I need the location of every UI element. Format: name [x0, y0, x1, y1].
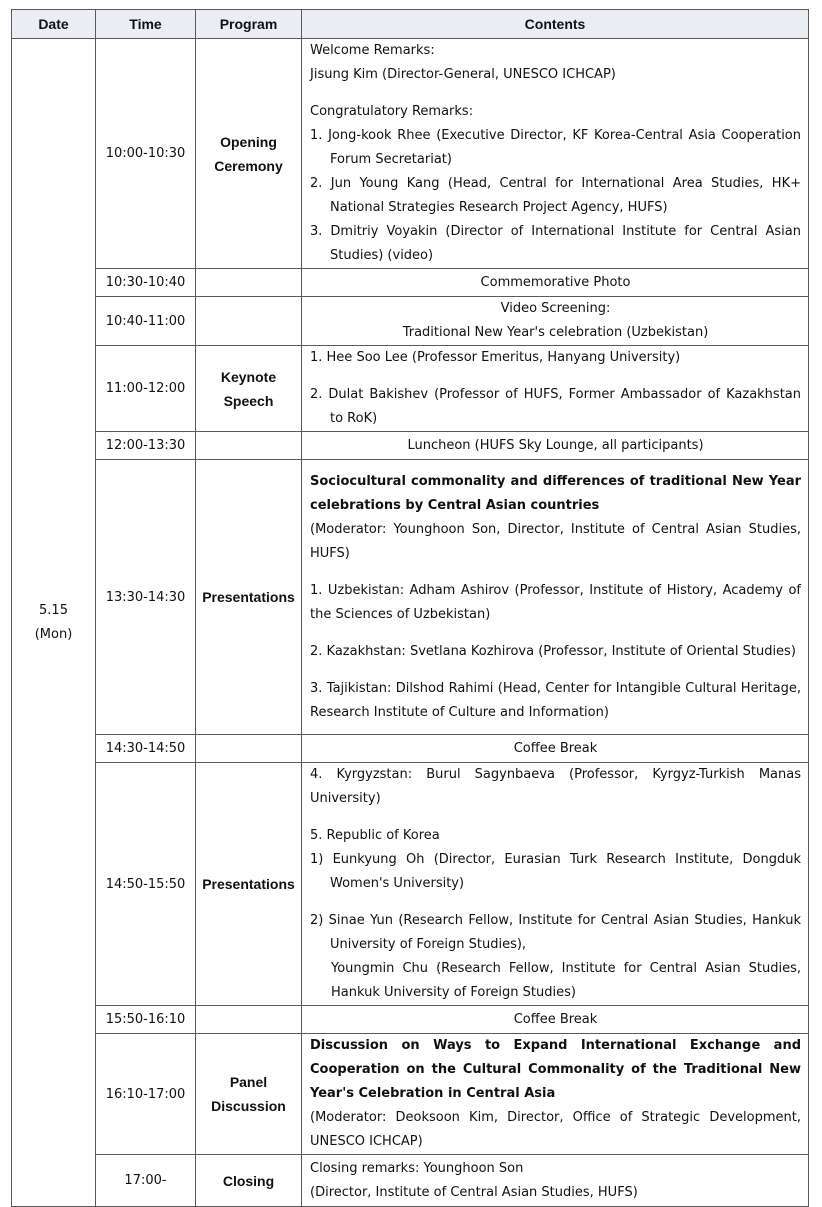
contents-cell: Coffee Break	[302, 1006, 809, 1034]
program-line: Opening	[220, 133, 277, 150]
program-cell	[196, 346, 302, 432]
time-cell: 13:30-14:30	[96, 460, 196, 735]
table-row	[12, 39, 809, 269]
time-cell: 10:40-11:00	[96, 297, 196, 346]
program-cell	[196, 460, 302, 735]
program-line: Discussion	[211, 1098, 286, 1114]
header-time: Time	[96, 10, 196, 39]
welcome-heading: Welcome Remarks:	[310, 43, 435, 58]
contents-cell: Commemorative Photo	[302, 269, 809, 297]
content-line: (Director, Institute of Central Asian Studies, HUFS)	[310, 1184, 638, 1200]
list-item: 5. Republic of Korea	[310, 828, 440, 843]
date-day: 5.15	[39, 602, 68, 618]
time-cell: 10:00-10:30	[96, 39, 196, 269]
program-cell	[196, 763, 302, 1006]
time-cell: 14:50-15:50	[96, 763, 196, 1006]
session-title: Discussion on Ways to Expand International Exchange and Cooperation on the Cultural Commonality of the Traditional New Year's Celebration in Central Asia	[310, 1038, 801, 1101]
program-cell	[196, 432, 302, 460]
table-row	[12, 269, 809, 297]
list-item: 1) Eunkyung Oh (Director, Eurasian Turk Research Institute, Dongduk Women's University)	[310, 852, 801, 891]
time-cell: 15:50-16:10	[96, 1006, 196, 1034]
header-program: Program	[196, 10, 302, 39]
table-row	[12, 735, 809, 763]
header-contents: Contents	[302, 10, 809, 39]
table-row	[12, 1006, 809, 1034]
list-item: 1. Jong-kook Rhee (Executive Director, KF Korea-Central Asia Cooperation Forum Secretariat)	[310, 128, 801, 167]
congrats-heading: Congratulatory Remarks:	[310, 104, 474, 119]
list-item: 3. Tajikistan: Dilshod Rahimi (Head, Center for Intangible Cultural Heritage, Research Institute of Culture and Information)	[310, 680, 801, 720]
list-item: 3. Dmitriy Voyakin (Director of International Institute for Central Asian Studies) (video)	[310, 224, 801, 263]
table-row	[12, 763, 809, 1006]
program-cell	[196, 1006, 302, 1034]
table-row	[12, 1155, 809, 1207]
list-item: 2. Dulat Bakishev (Professor of HUFS, Former Ambassador of Kazakhstan to RoK)	[310, 387, 801, 426]
list-item: 2. Jun Young Kang (Head, Central for International Area Studies, HK+ National Strategies Research Project Agency, HUFS)	[310, 176, 801, 215]
list-item: 1. Uzbekistan: Adham Ashirov (Professor, Institute of History, Academy of the Sciences of Uzbekistan)	[310, 582, 801, 622]
program-cell	[196, 39, 302, 269]
moderator: (Moderator: Younghoon Son, Director, Institute of Central Asian Studies, HUFS)	[310, 521, 801, 561]
content-line: Traditional New Year's celebration (Uzbekistan)	[402, 325, 709, 340]
list-item: 1. Hee Soo Lee (Professor Emeritus, Hanyang University)	[310, 350, 681, 365]
program-line: Panel	[229, 1074, 268, 1090]
program-cell	[196, 735, 302, 763]
contents-cell	[302, 39, 809, 269]
table-row	[12, 346, 809, 432]
welcome-speaker: Jisung Kim (Director-General, UNESCO ICHCAP)	[310, 67, 616, 82]
contents-cell	[302, 346, 809, 432]
list-item: 2) Sinae Yun (Research Fellow, Institute for Central Asian Studies, Hankuk University of Foreign Studies),	[310, 913, 801, 952]
contents-cell	[302, 1155, 809, 1207]
program-line: Presentations	[202, 589, 295, 605]
date-weekday: (Mon)	[34, 626, 73, 642]
program-line: Ceremony	[214, 157, 283, 174]
program-cell	[196, 1034, 302, 1155]
contents-cell	[302, 763, 809, 1006]
time-cell: 11:00-12:00	[96, 346, 196, 432]
program-line: Keynote	[220, 368, 277, 385]
program-line: Speech	[223, 392, 274, 409]
contents-cell	[302, 1034, 809, 1155]
program-cell	[196, 297, 302, 346]
content-line: Video Screening:	[500, 301, 611, 316]
time-cell: 12:00-13:30	[96, 432, 196, 460]
program-line: Closing	[222, 1172, 275, 1189]
program-line: Presentations	[202, 876, 295, 892]
time-cell: 10:30-10:40	[96, 269, 196, 297]
time-cell: 17:00-	[96, 1155, 196, 1207]
contents-cell	[302, 460, 809, 735]
schedule-table	[11, 9, 809, 1207]
list-item: 4. Kyrgyzstan: Burul Sagynbaeva (Professor, Kyrgyz-Turkish Manas University)	[310, 767, 801, 806]
contents-cell: Coffee Break	[302, 735, 809, 763]
program-cell	[196, 269, 302, 297]
table-row	[12, 432, 809, 460]
content-line: Closing remarks: Younghoon Son	[310, 1160, 524, 1176]
session-title: Sociocultural commonality and differences of traditional New Year celebrations by Central Asian countries	[310, 473, 801, 513]
date-cell	[12, 39, 96, 1207]
list-item: Youngmin Chu (Research Fellow, Institute for Central Asian Studies, Hankuk University of Foreign Studies)	[331, 961, 801, 1000]
program-cell	[196, 1155, 302, 1207]
list-item: 2. Kazakhstan: Svetlana Kozhirova (Professor, Institute of Oriental Studies)	[310, 643, 796, 659]
contents-cell: Luncheon (HUFS Sky Lounge, all participants)	[302, 432, 809, 460]
table-row	[12, 297, 809, 346]
header-date: Date	[12, 10, 96, 39]
time-cell: 16:10-17:00	[96, 1034, 196, 1155]
table-row	[12, 460, 809, 735]
moderator: (Moderator: Deoksoon Kim, Director, Office of Strategic Development, UNESCO ICHCAP)	[310, 1110, 801, 1149]
time-cell: 14:30-14:50	[96, 735, 196, 763]
contents-cell	[302, 297, 809, 346]
table-row	[12, 1034, 809, 1155]
header-row	[12, 10, 809, 39]
